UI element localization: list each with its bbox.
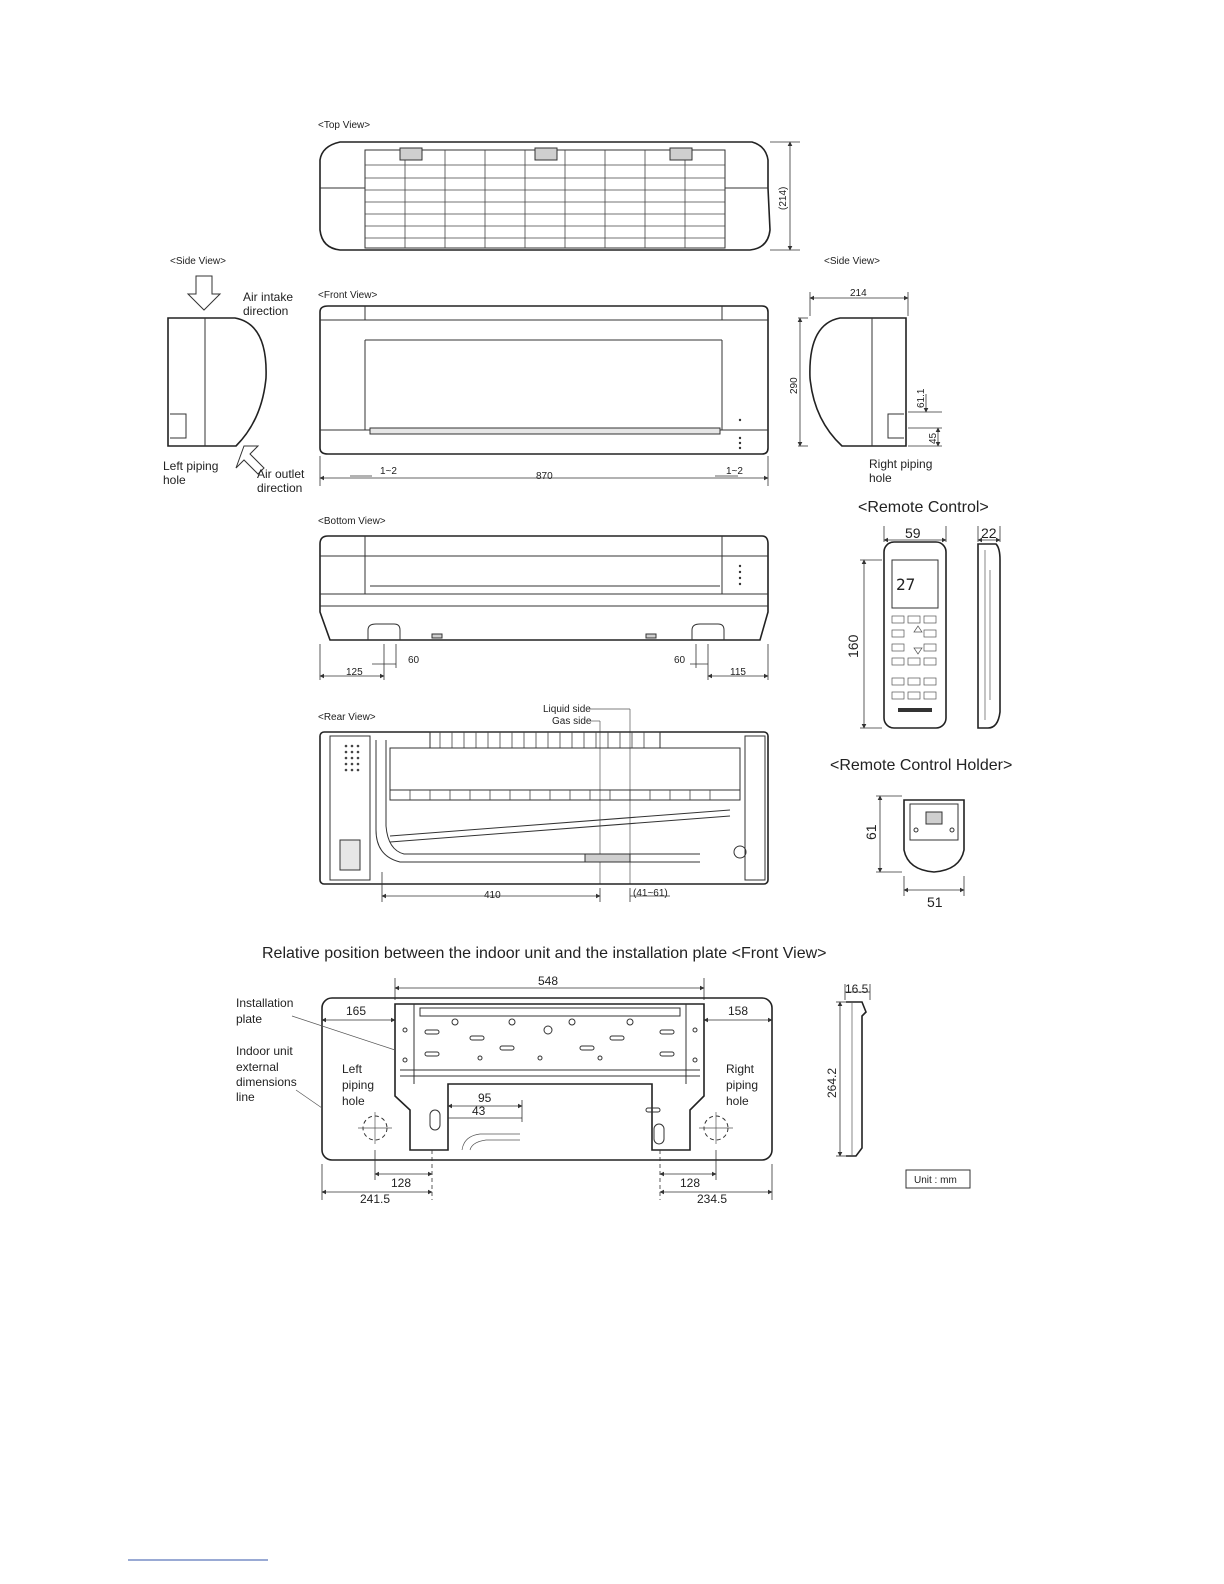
left-piping-label-1: Left piping (163, 459, 219, 473)
air-intake-label-2: direction (243, 304, 289, 318)
gas-side-label: Gas side (552, 716, 592, 727)
remote-height-dim: 160 (845, 634, 861, 658)
plate-158-dim: 158 (728, 1004, 749, 1018)
installation-plate-view (236, 945, 970, 1206)
air-intake-arrow-icon (188, 276, 220, 310)
plate-241-5-dim: 241.5 (360, 1192, 391, 1206)
plate-title: Relative position between the indoor unit and the installation plate <Front View> (262, 945, 827, 962)
plate-165-dim: 165 (346, 1004, 367, 1018)
indoor-unit-label-4: line (236, 1090, 255, 1104)
air-outlet-label-1: Air outlet (257, 467, 305, 481)
right-piping-label-2: hole (869, 471, 892, 485)
plate-label-2: plate (236, 1012, 263, 1026)
side-pipe-dim-2: 45 (928, 432, 939, 444)
remote-thick-dim: 22 (981, 525, 997, 541)
rear-view-title: <Rear View> (318, 712, 376, 723)
plate-43-dim: 43 (472, 1104, 486, 1118)
indoor-unit-label-1: Indoor unit (236, 1044, 293, 1058)
bottom-left-hole-dim: 60 (408, 655, 420, 666)
front-gap-right-dim: 1~2 (726, 466, 743, 477)
front-view (318, 290, 768, 486)
plate-548-dim: 548 (538, 974, 559, 988)
top-view-title: <Top View> (318, 120, 371, 131)
plate-128-right-dim: 128 (680, 1176, 701, 1190)
right-hole-label-1: Right (726, 1062, 755, 1076)
svg-text:27: 27 (896, 575, 916, 594)
remote-width-dim: 59 (905, 525, 921, 541)
plate-16-5-dim: 16.5 (845, 982, 869, 996)
remote-holder-title: <Remote Control Holder> (830, 757, 1013, 774)
left-side-view-title: <Side View> (170, 256, 226, 267)
bottom-right-dim: 115 (730, 667, 746, 678)
rear-410-dim: 410 (484, 890, 501, 901)
top-view (318, 120, 800, 250)
holder-height-dim: 61 (863, 824, 879, 840)
top-depth-dim: (214) (778, 186, 789, 210)
plate-128-left-dim: 128 (391, 1176, 412, 1190)
front-view-title: <Front View> (318, 290, 378, 301)
right-hole-label-2: piping (726, 1078, 759, 1092)
unit-label: Unit : mm (914, 1175, 957, 1186)
plate-95-dim: 95 (478, 1091, 492, 1105)
air-outlet-label-2: direction (257, 481, 303, 495)
side-pipe-dim-1: 61.1 (916, 388, 927, 408)
left-hole-label-3: hole (342, 1094, 365, 1108)
bottom-right-hole-dim: 60 (674, 655, 686, 666)
remote-holder-view (830, 757, 1012, 910)
right-side-view-title: <Side View> (824, 256, 880, 267)
rear-41-61-dim: (41~61) (633, 888, 668, 899)
right-piping-label-1: Right piping (869, 457, 933, 471)
indoor-unit-label-3: dimensions (236, 1075, 297, 1089)
bottom-view (318, 516, 768, 680)
side-depth-dim: 214 (850, 288, 867, 299)
side-height-dim: 290 (789, 377, 800, 394)
front-gap-left-dim: 1~2 (380, 466, 397, 477)
liquid-side-label: Liquid side (543, 704, 591, 715)
left-hole-label-1: Left (342, 1062, 363, 1076)
plate-264-2-dim: 264.2 (825, 1067, 839, 1098)
remote-control-view (845, 499, 1000, 728)
left-piping-label-2: hole (163, 473, 186, 487)
plate-234-5-dim: 234.5 (697, 1192, 728, 1206)
holder-width-dim: 51 (927, 894, 943, 910)
left-side-view (163, 256, 305, 495)
front-width-dim: 870 (536, 471, 553, 482)
plate-label-1: Installation (236, 996, 294, 1010)
indoor-unit-label-2: external (236, 1060, 279, 1074)
bottom-left-dim: 125 (346, 667, 363, 678)
left-hole-label-2: piping (342, 1078, 375, 1092)
right-hole-label-3: hole (726, 1094, 749, 1108)
rear-view (318, 704, 768, 902)
bottom-view-title: <Bottom View> (318, 516, 386, 527)
air-intake-label-1: Air intake (243, 290, 294, 304)
right-side-view (789, 256, 942, 485)
remote-control-title: <Remote Control> (858, 499, 989, 516)
